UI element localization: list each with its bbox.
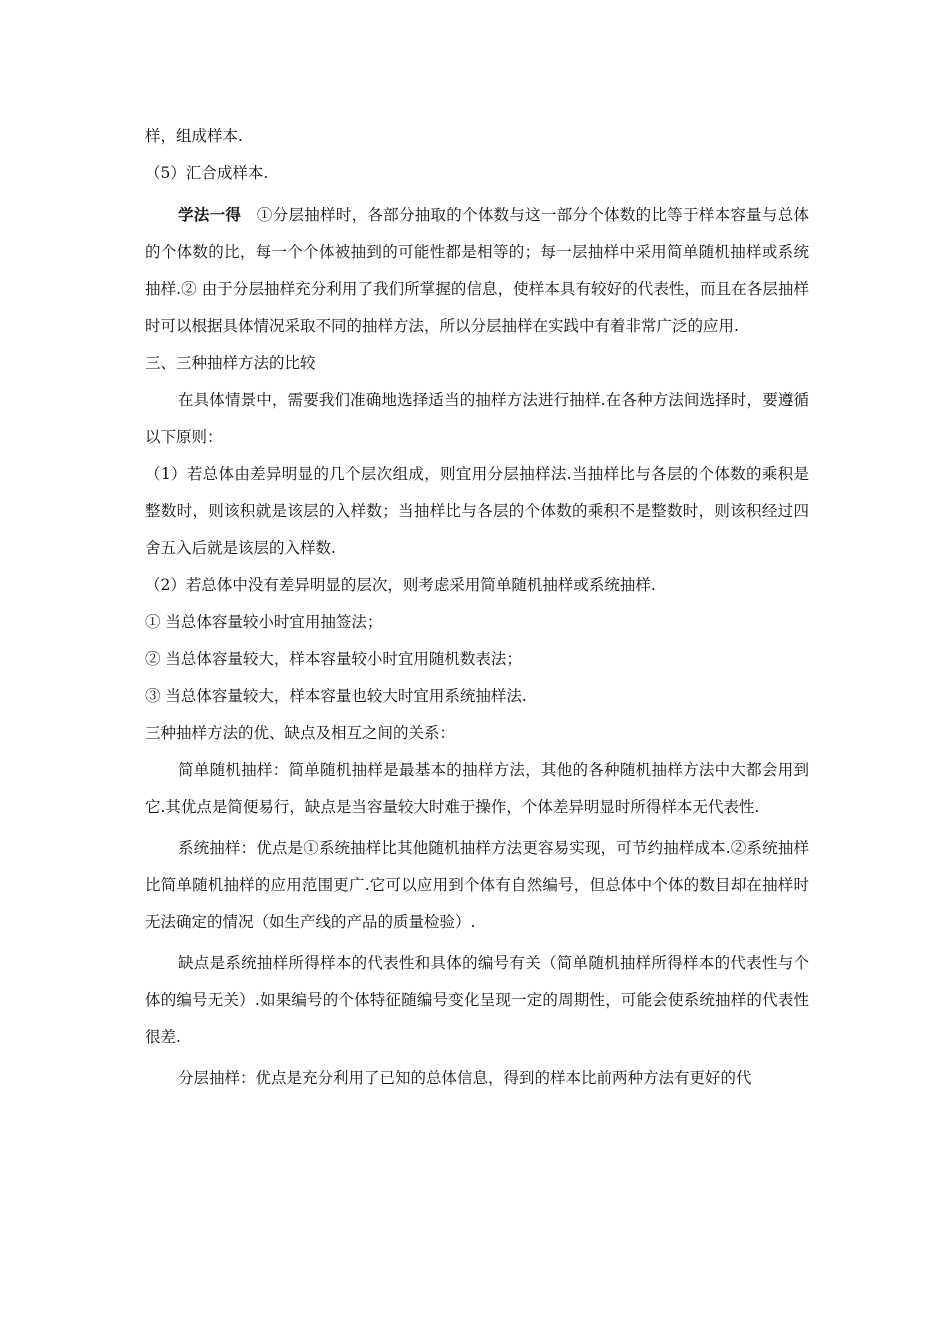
principle-1: （1）若总体由差异明显的几个层次组成，则宜用分层抽样法.当抽样比与各层的个体数的乘积是整数时，则该积就是该层的入样数；当抽样比与各层的个体数的乘积不是整数时，则该积经过四舍五入后就是该层的入样数.: [145, 465, 809, 557]
systematic-disadvantages-paragraph: 缺点是系统抽样所得样本的代表性和具体的编号有关（简单随机抽样所得样本的代表性与个体的编号无关）.如果编号的个体特征随编号变化呈现一定的周期性，可能会使系统抽样的代表性很差.: [145, 954, 809, 1046]
document-body: [145, 118, 809, 1097]
study-tip-paragraph: [145, 196, 809, 345]
case-3: ③ 当总体容量较大，样本容量也较大时宜用系统抽样法.: [145, 687, 527, 705]
stratified-paragraph: 分层抽样：优点是充分利用了已知的总体信息，得到的样本比前两种方法有更好的代: [178, 1069, 752, 1087]
paragraph-continuation: 样，组成样本.: [145, 127, 243, 145]
simple-random-paragraph: 简单随机抽样：简单随机抽样是最基本的抽样方法，其他的各种随机抽样方法中大都会用到它.其优点是简便易行，缺点是当容量较大时难于操作，个体差异明显时所得样本无代表性.: [145, 761, 809, 816]
section-heading: 三、三种抽样方法的比较: [145, 354, 316, 372]
principle-2: （2）若总体中没有差异明显的层次，则考虑采用简单随机抽样或系统抽样.: [145, 576, 656, 594]
intro-paragraph: 在具体情景中，需要我们准确地选择适当的抽样方法进行抽样.在各种方法间选择时，要遵循以下原则：: [145, 391, 809, 446]
study-tip-label: 学法一得: [178, 205, 242, 224]
comparison-heading: 三种抽样方法的优、缺点及相互之间的关系：: [145, 724, 456, 742]
case-1: ① 当总体容量较小时宜用抽签法；: [145, 613, 383, 631]
study-tip-text: ①分层抽样时，各部分抽取的个体数与这一部分个体数的比等于样本容量与总体的个体数的比，每一个个体被抽到的可能性都是相等的；每一层抽样中采用简单随机抽样或系统抽样.② 由于分层抽样充分利用了我们所掌握的信息，使样本具有较好的代表性，而且在各层抽样时可以根据具体情况采取不同的抽样方法，所以分层抽样在实践中有着非常广泛的应用.: [145, 206, 809, 335]
case-2: ② 当总体容量较大，样本容量较小时宜用随机数表法；: [145, 650, 522, 668]
step-5: （5）汇合成样本.: [145, 164, 269, 182]
systematic-advantages-paragraph: 系统抽样：优点是①系统抽样比其他随机抽样方法更容易实现，可节约抽样成本.②系统抽样比简单随机抽样的应用范围更广.它可以应用到个体有自然编号，但总体中个体的数目却在抽样时无法确定的情况（如生产线的产品的质量检验）.: [145, 839, 809, 931]
